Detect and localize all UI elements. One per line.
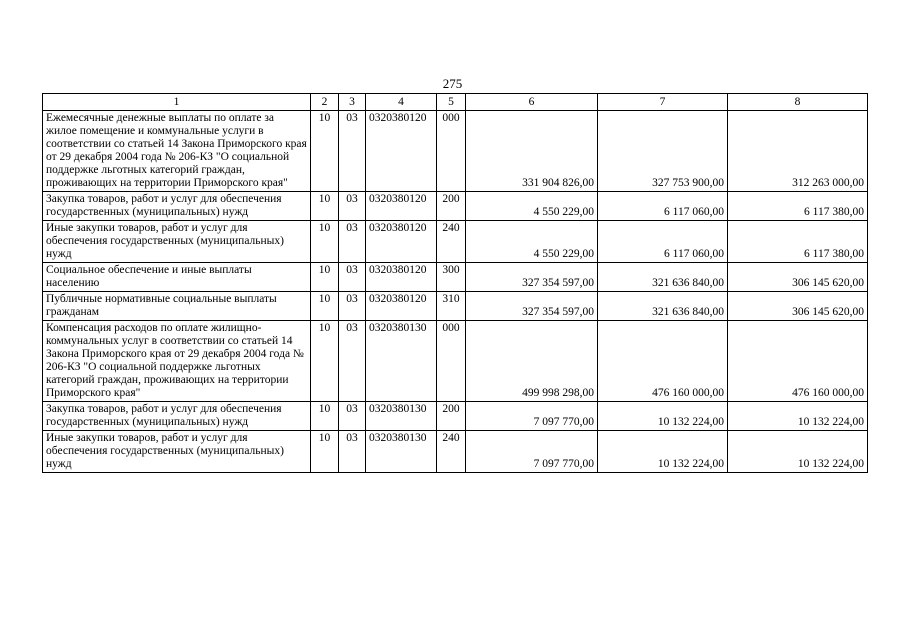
amount-cell: 327 753 900,00	[598, 111, 728, 192]
section-code-cell: 10	[311, 111, 339, 192]
section-code-cell: 10	[311, 431, 339, 473]
amount-cell: 331 904 826,00	[466, 111, 598, 192]
amount-cell: 10 132 224,00	[598, 431, 728, 473]
expense-type-cell: 310	[437, 292, 466, 321]
subsection-code-cell: 03	[339, 321, 366, 402]
table-row	[43, 431, 868, 473]
target-article-cell: 0320380120	[366, 221, 437, 263]
amount-cell: 312 263 000,00	[728, 111, 868, 192]
amount-cell: 6 117 060,00	[598, 192, 728, 221]
target-article-cell: 0320380120	[366, 292, 437, 321]
column-header: 5	[437, 94, 466, 111]
subsection-code-cell: 03	[339, 431, 366, 473]
amount-cell: 10 132 224,00	[598, 402, 728, 431]
row-name-cell: Компенсация расходов по оплате жилищно-коммунальных услуг в соответствии со статьей 14 Закона Приморского края от 29 декабря 2004 года № 206-КЗ "О социальной поддержке льготных категорий граждан, проживающих на территории Приморского края"	[43, 321, 311, 402]
target-article-cell: 0320380130	[366, 321, 437, 402]
table-row	[43, 402, 868, 431]
subsection-code-cell: 03	[339, 192, 366, 221]
page-number: 275	[442, 76, 463, 91]
target-article-cell: 0320380120	[366, 192, 437, 221]
section-code-cell: 10	[311, 192, 339, 221]
subsection-code-cell: 03	[339, 402, 366, 431]
header-row	[43, 94, 868, 111]
table-row	[43, 192, 868, 221]
amount-cell: 6 117 060,00	[598, 221, 728, 263]
amount-cell: 7 097 770,00	[466, 431, 598, 473]
table-row	[43, 263, 868, 292]
amount-cell: 499 998 298,00	[466, 321, 598, 402]
table-row	[43, 111, 868, 192]
subsection-code-cell: 03	[339, 221, 366, 263]
amount-cell: 6 117 380,00	[728, 221, 868, 263]
column-header: 1	[43, 94, 311, 111]
budget-table	[42, 93, 868, 473]
amount-cell: 7 097 770,00	[466, 402, 598, 431]
amount-cell: 6 117 380,00	[728, 192, 868, 221]
subsection-code-cell: 03	[339, 263, 366, 292]
column-header: 7	[598, 94, 728, 111]
section-code-cell: 10	[311, 402, 339, 431]
amount-cell: 10 132 224,00	[728, 402, 868, 431]
table-row	[43, 221, 868, 263]
subsection-code-cell: 03	[339, 111, 366, 192]
table-row	[43, 292, 868, 321]
amount-cell: 321 636 840,00	[598, 292, 728, 321]
table-row	[43, 321, 868, 402]
expense-type-cell: 300	[437, 263, 466, 292]
amount-cell: 476 160 000,00	[598, 321, 728, 402]
expense-type-cell: 240	[437, 431, 466, 473]
row-name-cell: Социальное обеспечение и иные выплаты населению	[43, 263, 311, 292]
expense-type-cell: 200	[437, 192, 466, 221]
column-header: 8	[728, 94, 868, 111]
amount-cell: 4 550 229,00	[466, 192, 598, 221]
row-name-cell: Иные закупки товаров, работ и услуг для обеспечения государственных (муниципальных) нужд	[43, 221, 311, 263]
expense-type-cell: 240	[437, 221, 466, 263]
section-code-cell: 10	[311, 321, 339, 402]
column-header: 3	[339, 94, 366, 111]
row-name-cell: Иные закупки товаров, работ и услуг для обеспечения государственных (муниципальных) нужд	[43, 431, 311, 473]
row-name-cell: Закупка товаров, работ и услуг для обеспечения государственных (муниципальных) нужд	[43, 192, 311, 221]
target-article-cell: 0320380130	[366, 431, 437, 473]
column-header: 2	[311, 94, 339, 111]
amount-cell: 327 354 597,00	[466, 292, 598, 321]
row-name-cell: Публичные нормативные социальные выплаты гражданам	[43, 292, 311, 321]
amount-cell: 306 145 620,00	[728, 263, 868, 292]
section-code-cell: 10	[311, 221, 339, 263]
expense-type-cell: 000	[437, 321, 466, 402]
target-article-cell: 0320380120	[366, 111, 437, 192]
expense-type-cell: 200	[437, 402, 466, 431]
amount-cell: 476 160 000,00	[728, 321, 868, 402]
column-header: 6	[466, 94, 598, 111]
row-name-cell: Закупка товаров, работ и услуг для обеспечения государственных (муниципальных) нужд	[43, 402, 311, 431]
subsection-code-cell: 03	[339, 292, 366, 321]
target-article-cell: 0320380130	[366, 402, 437, 431]
amount-cell: 306 145 620,00	[728, 292, 868, 321]
expense-type-cell: 000	[437, 111, 466, 192]
amount-cell: 4 550 229,00	[466, 221, 598, 263]
column-header: 4	[366, 94, 437, 111]
amount-cell: 10 132 224,00	[728, 431, 868, 473]
amount-cell: 321 636 840,00	[598, 263, 728, 292]
row-name-cell: Ежемесячные денежные выплаты по оплате за жилое помещение и коммунальные услуги в соответствии со статьей 14 Закона Приморского края от 29 декабря 2004 года № 206-КЗ "О социальной поддержке льготных категорий граждан, проживающих на территории Приморского края"	[43, 111, 311, 192]
section-code-cell: 10	[311, 263, 339, 292]
target-article-cell: 0320380120	[366, 263, 437, 292]
section-code-cell: 10	[311, 292, 339, 321]
amount-cell: 327 354 597,00	[466, 263, 598, 292]
